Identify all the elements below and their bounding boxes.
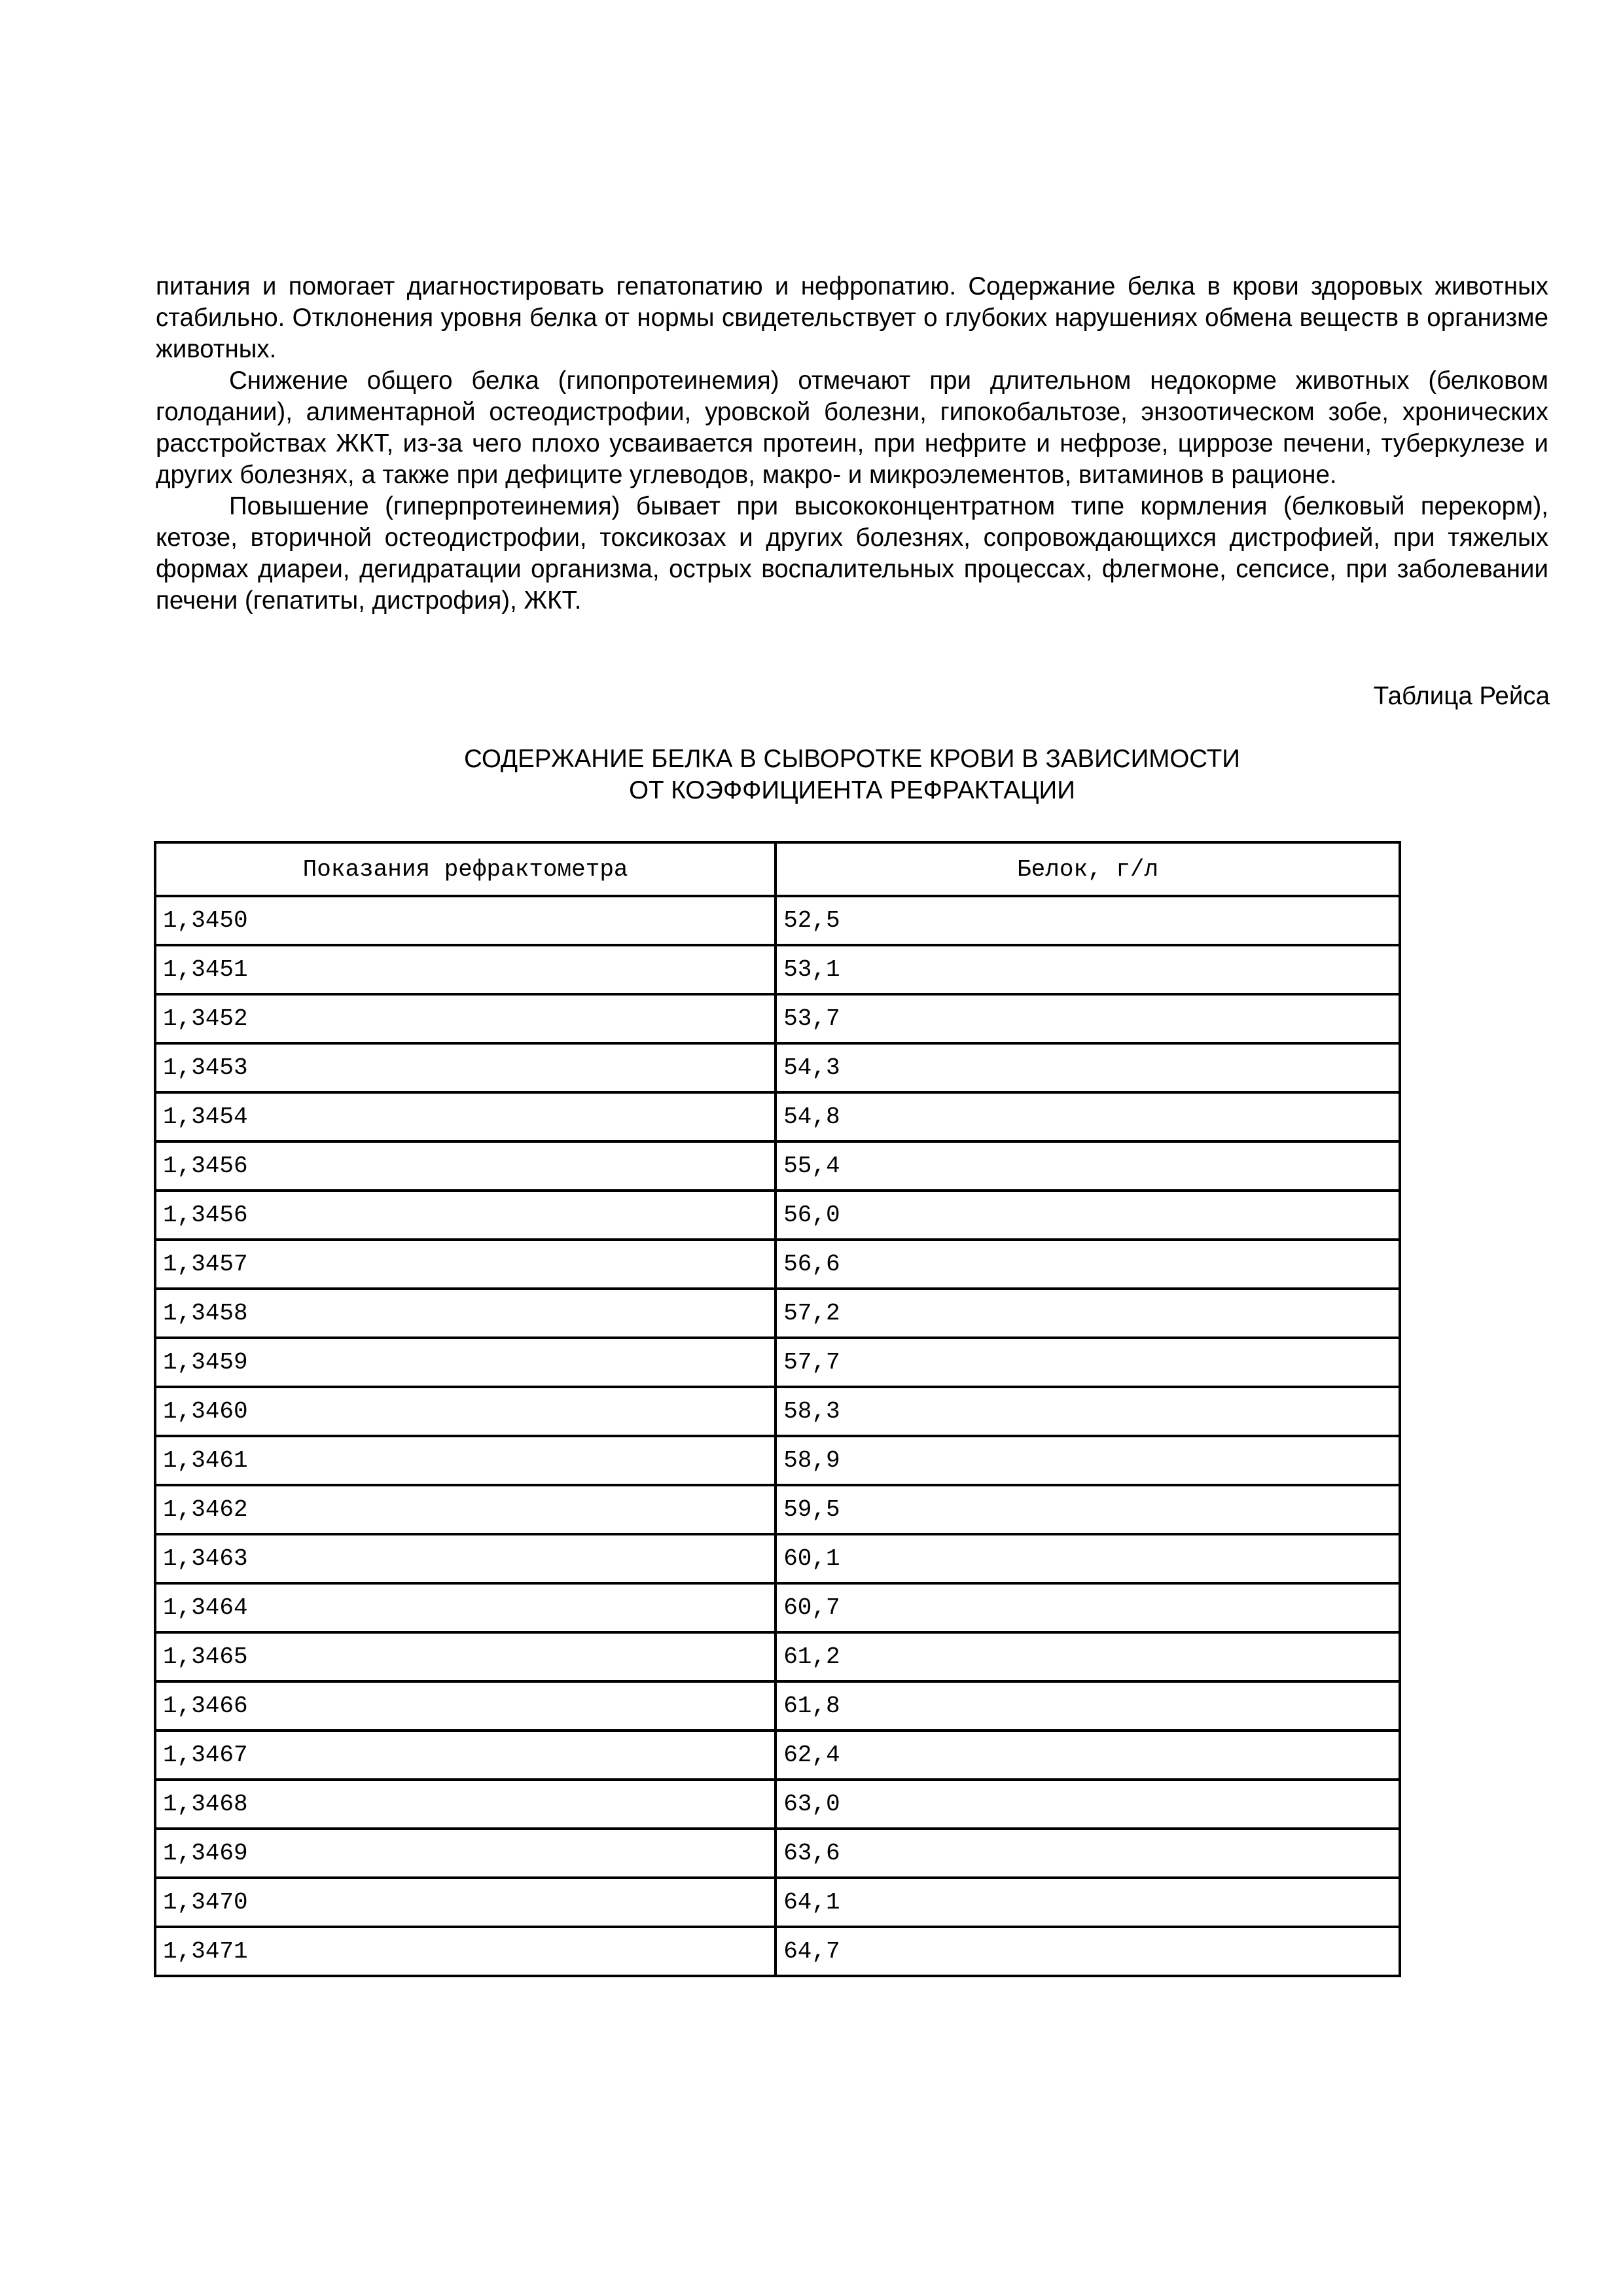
paragraph-continuation: питания и помогает диагностировать гепатопатию и нефропатию. Содержание белка в крови здоровых животных стабильно. Отклонения уровня белка от нормы свидетельствует о глубоких нарушениях обмена веществ в организме животных. xyxy=(156,272,1548,363)
protein-value: 64,7 xyxy=(776,1927,1400,1976)
protein-value: 53,1 xyxy=(776,945,1400,994)
refractometer-value: 1,3450 xyxy=(155,896,776,945)
refractometer-value: 1,3460 xyxy=(155,1387,776,1436)
protein-value: 56,6 xyxy=(776,1240,1400,1289)
table-title-line-1: СОДЕРЖАНИЕ БЕЛКА В СЫВОРОТКЕ КРОВИ В ЗАВИСИМОСТИ xyxy=(464,745,1240,773)
table-row xyxy=(155,1141,1400,1191)
refractometer-value: 1,3453 xyxy=(155,1043,776,1092)
table-row xyxy=(155,896,1400,945)
refraction-protein-table xyxy=(154,841,1401,1977)
protein-value: 62,4 xyxy=(776,1731,1400,1780)
paragraph-hypoproteinemia: Снижение общего белка (гипопротеинемия) отмечают при длительном недокорме животных (белковом голодании), алиментарной остеодистрофии, уровской болезни, гипокобальтозе, энзоотическом зобе, хронических расстройствах ЖКТ, из-за чего плохо усваивается протеин, при нефрите и нефрозе, циррозе печени, туберкулезе и других болезнях, а также при дефиците углеводов, макро- и микроэлементов, витаминов в рационе. xyxy=(156,367,1548,489)
protein-value: 60,7 xyxy=(776,1583,1400,1632)
table-header-row xyxy=(155,842,1400,896)
table-row xyxy=(155,1829,1400,1878)
table-row xyxy=(155,945,1400,994)
table-row xyxy=(155,1043,1400,1092)
refractometer-value: 1,3471 xyxy=(155,1927,776,1976)
table-row xyxy=(155,1387,1400,1436)
refractometer-value: 1,3463 xyxy=(155,1534,776,1583)
protein-value: 63,6 xyxy=(776,1829,1400,1878)
protein-value: 61,2 xyxy=(776,1632,1400,1681)
refractometer-value: 1,3452 xyxy=(155,994,776,1043)
refractometer-value: 1,3466 xyxy=(155,1681,776,1731)
protein-value: 55,4 xyxy=(776,1141,1400,1191)
refractometer-value: 1,3454 xyxy=(155,1092,776,1141)
protein-value: 59,5 xyxy=(776,1485,1400,1534)
table-row xyxy=(155,1583,1400,1632)
table-row xyxy=(155,1681,1400,1731)
table-row xyxy=(155,1338,1400,1387)
protein-value: 56,0 xyxy=(776,1191,1400,1240)
table-row xyxy=(155,1780,1400,1829)
table-row xyxy=(155,1878,1400,1927)
table-row xyxy=(155,1240,1400,1289)
table-row xyxy=(155,1927,1400,1976)
refractometer-value: 1,3467 xyxy=(155,1731,776,1780)
header-refractometer: Показания рефрактометра xyxy=(155,842,776,896)
protein-value: 52,5 xyxy=(776,896,1400,945)
protein-value: 54,3 xyxy=(776,1043,1400,1092)
table-row xyxy=(155,1092,1400,1141)
protein-value: 60,1 xyxy=(776,1534,1400,1583)
table-row xyxy=(155,1191,1400,1240)
protein-value: 58,9 xyxy=(776,1436,1400,1485)
table-reference-label: Таблица Рейса xyxy=(1373,682,1550,710)
protein-value: 58,3 xyxy=(776,1387,1400,1436)
refractometer-value: 1,3465 xyxy=(155,1632,776,1681)
refractometer-value: 1,3464 xyxy=(155,1583,776,1632)
refractometer-value: 1,3459 xyxy=(155,1338,776,1387)
body-text xyxy=(156,271,1548,617)
refractometer-value: 1,3456 xyxy=(155,1191,776,1240)
paragraph-hyperproteinemia: Повышение (гиперпротеинемия) бывает при высококонцентратном типе кормления (белковый перекорм), кетозе, вторичной остеодистрофии, токсикозах и других болезнях, сопровождающихся дистрофией, при тяжелых формах диареи, дегидратации организма, острых воспалительных процессах, флегмоне, сепсисе, при заболевании печени (гепатиты, дистрофия), ЖКТ. xyxy=(156,492,1548,615)
protein-value: 61,8 xyxy=(776,1681,1400,1731)
table-title xyxy=(156,744,1548,806)
table-title-line-2: ОТ КОЭФФИЦИЕНТА РЕФРАКТАЦИИ xyxy=(629,776,1075,804)
refractometer-value: 1,3462 xyxy=(155,1485,776,1534)
protein-value: 64,1 xyxy=(776,1878,1400,1927)
refractometer-value: 1,3469 xyxy=(155,1829,776,1878)
refractometer-value: 1,3468 xyxy=(155,1780,776,1829)
table-body xyxy=(155,896,1400,1976)
refractometer-value: 1,3456 xyxy=(155,1141,776,1191)
table-row xyxy=(155,1436,1400,1485)
protein-value: 57,7 xyxy=(776,1338,1400,1387)
protein-value: 63,0 xyxy=(776,1780,1400,1829)
table-row xyxy=(155,994,1400,1043)
table-row xyxy=(155,1731,1400,1780)
protein-value: 57,2 xyxy=(776,1289,1400,1338)
refractometer-value: 1,3451 xyxy=(155,945,776,994)
header-protein: Белок, г/л xyxy=(776,842,1400,896)
refractometer-value: 1,3458 xyxy=(155,1289,776,1338)
table-row xyxy=(155,1632,1400,1681)
protein-value: 54,8 xyxy=(776,1092,1400,1141)
table-row xyxy=(155,1485,1400,1534)
table-row xyxy=(155,1534,1400,1583)
table-row xyxy=(155,1289,1400,1338)
protein-value: 53,7 xyxy=(776,994,1400,1043)
refractometer-value: 1,3470 xyxy=(155,1878,776,1927)
refractometer-value: 1,3461 xyxy=(155,1436,776,1485)
refractometer-value: 1,3457 xyxy=(155,1240,776,1289)
